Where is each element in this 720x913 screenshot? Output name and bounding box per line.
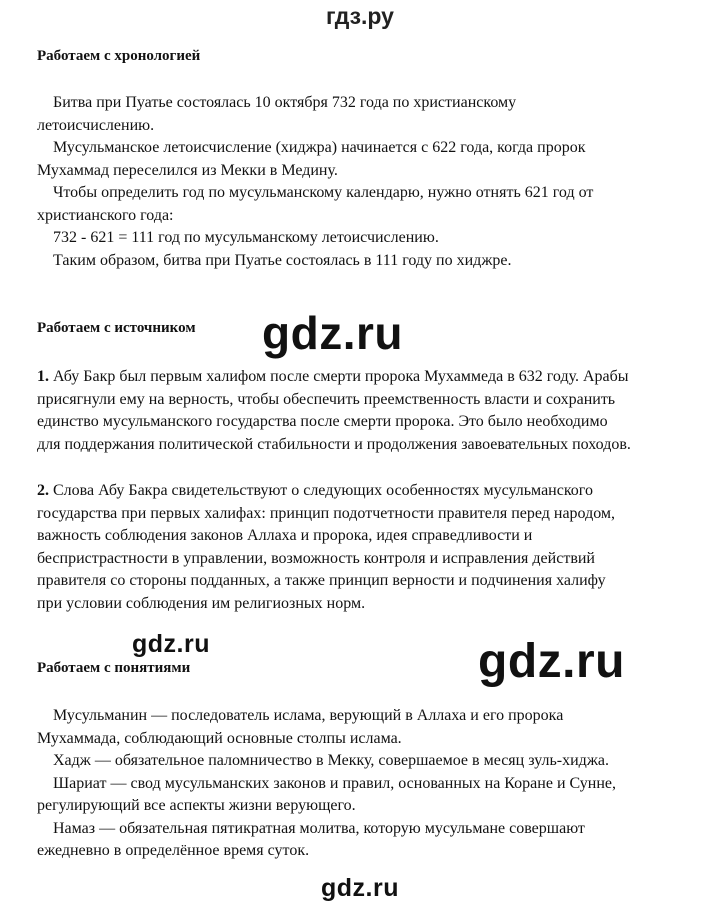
watermark-gdz-footer: gdz.ru (321, 874, 399, 902)
concept-line: Шариат — свод мусульманских законов и правил, основанных на Коране и Сунне, (53, 774, 616, 792)
source-line: правителя со стороны подданных, а также принцип верности и подчинения халифу (37, 572, 606, 589)
concept-line: Намаз — обязательная пятикратная молитва, которую мусульмане совершают (53, 819, 585, 837)
item-number: 2. (37, 482, 49, 499)
watermark-gdz-small: gdz.ru (132, 630, 210, 658)
source-line: при условии соблюдения им религиозных норм. (37, 594, 366, 612)
concept-line: регулирующий все аспекты жизни верующего. (37, 797, 356, 814)
item-text: Слова Абу Бакра свидетельствуют о следующих особенностях мусульманского (49, 482, 593, 499)
concepts-text (37, 705, 699, 863)
chronology-line: Чтобы определить год по мусульманскому календарю, нужно отнять 621 год от (53, 184, 594, 201)
site-header-title: гдз.ру (326, 3, 394, 29)
chronology-line: Битва при Пуатье состоялась 10 октября 732 года по христианскому (53, 94, 517, 111)
item-number: 1. (37, 368, 49, 385)
chronology-text (37, 92, 699, 272)
chronology-line: Таким образом, битва при Пуатье состоялась в 111 году по хиджре. (53, 251, 512, 269)
chronology-line: Мусульманское летоисчисление (хиджра) начинается с 622 года, когда пророк (53, 139, 586, 156)
chronology-line: 732 - 621 = 111 год по мусульманскому летоисчислению. (53, 229, 439, 246)
watermark-gdz-center: gdz.ru (262, 307, 403, 359)
concept-line: Мусульманин — последователь ислама, верующий в Аллаха и его пророка (53, 707, 564, 724)
chronology-line: христианского года: (37, 206, 174, 224)
chronology-line: летоисчислению. (37, 116, 155, 134)
source-line: единство мусульманского государства после смерти пророка. Это было необходимо (37, 413, 608, 430)
chronology-line: Мухаммад переселился из Мекки в Медину. (37, 161, 338, 179)
item-text: Абу Бакр был первым халифом после смерти пророка Мухаммеда в 632 году. Арабы (49, 368, 629, 385)
source-line: важность соблюдения законов Аллаха и пророка, идея справедливости и (37, 527, 533, 544)
concept-line: ежедневно в определённое время суток. (37, 842, 310, 859)
concept-line: Мухаммада, соблюдающий основные столпы ислама. (37, 729, 402, 747)
section-title-chronology: Работаем с хронологией (37, 48, 201, 64)
concept-line: Хадж — обязательное паломничество в Мекку, совершаемое в месяц зуль-хиджа. (53, 752, 609, 769)
source-item-1 (37, 366, 699, 456)
source-line: беспристрастности в управлении, возможность контроля и исправления действий (37, 549, 595, 567)
section-title-concepts: Работаем с понятиями (37, 660, 191, 676)
source-line: для поддержания политической стабильности и продолжения завоевательных походов. (37, 435, 631, 453)
watermark-gdz-right: gdz.ru (478, 635, 625, 688)
section-title-sources: Работаем с источником (37, 320, 196, 336)
source-line: государства при первых халифах: принцип подотчетности правителя перед народом, (37, 504, 616, 522)
source-line: присягнули ему на верность, чтобы обеспечить преемственность власти и сохранить (37, 390, 616, 408)
source-item-2 (37, 480, 699, 615)
